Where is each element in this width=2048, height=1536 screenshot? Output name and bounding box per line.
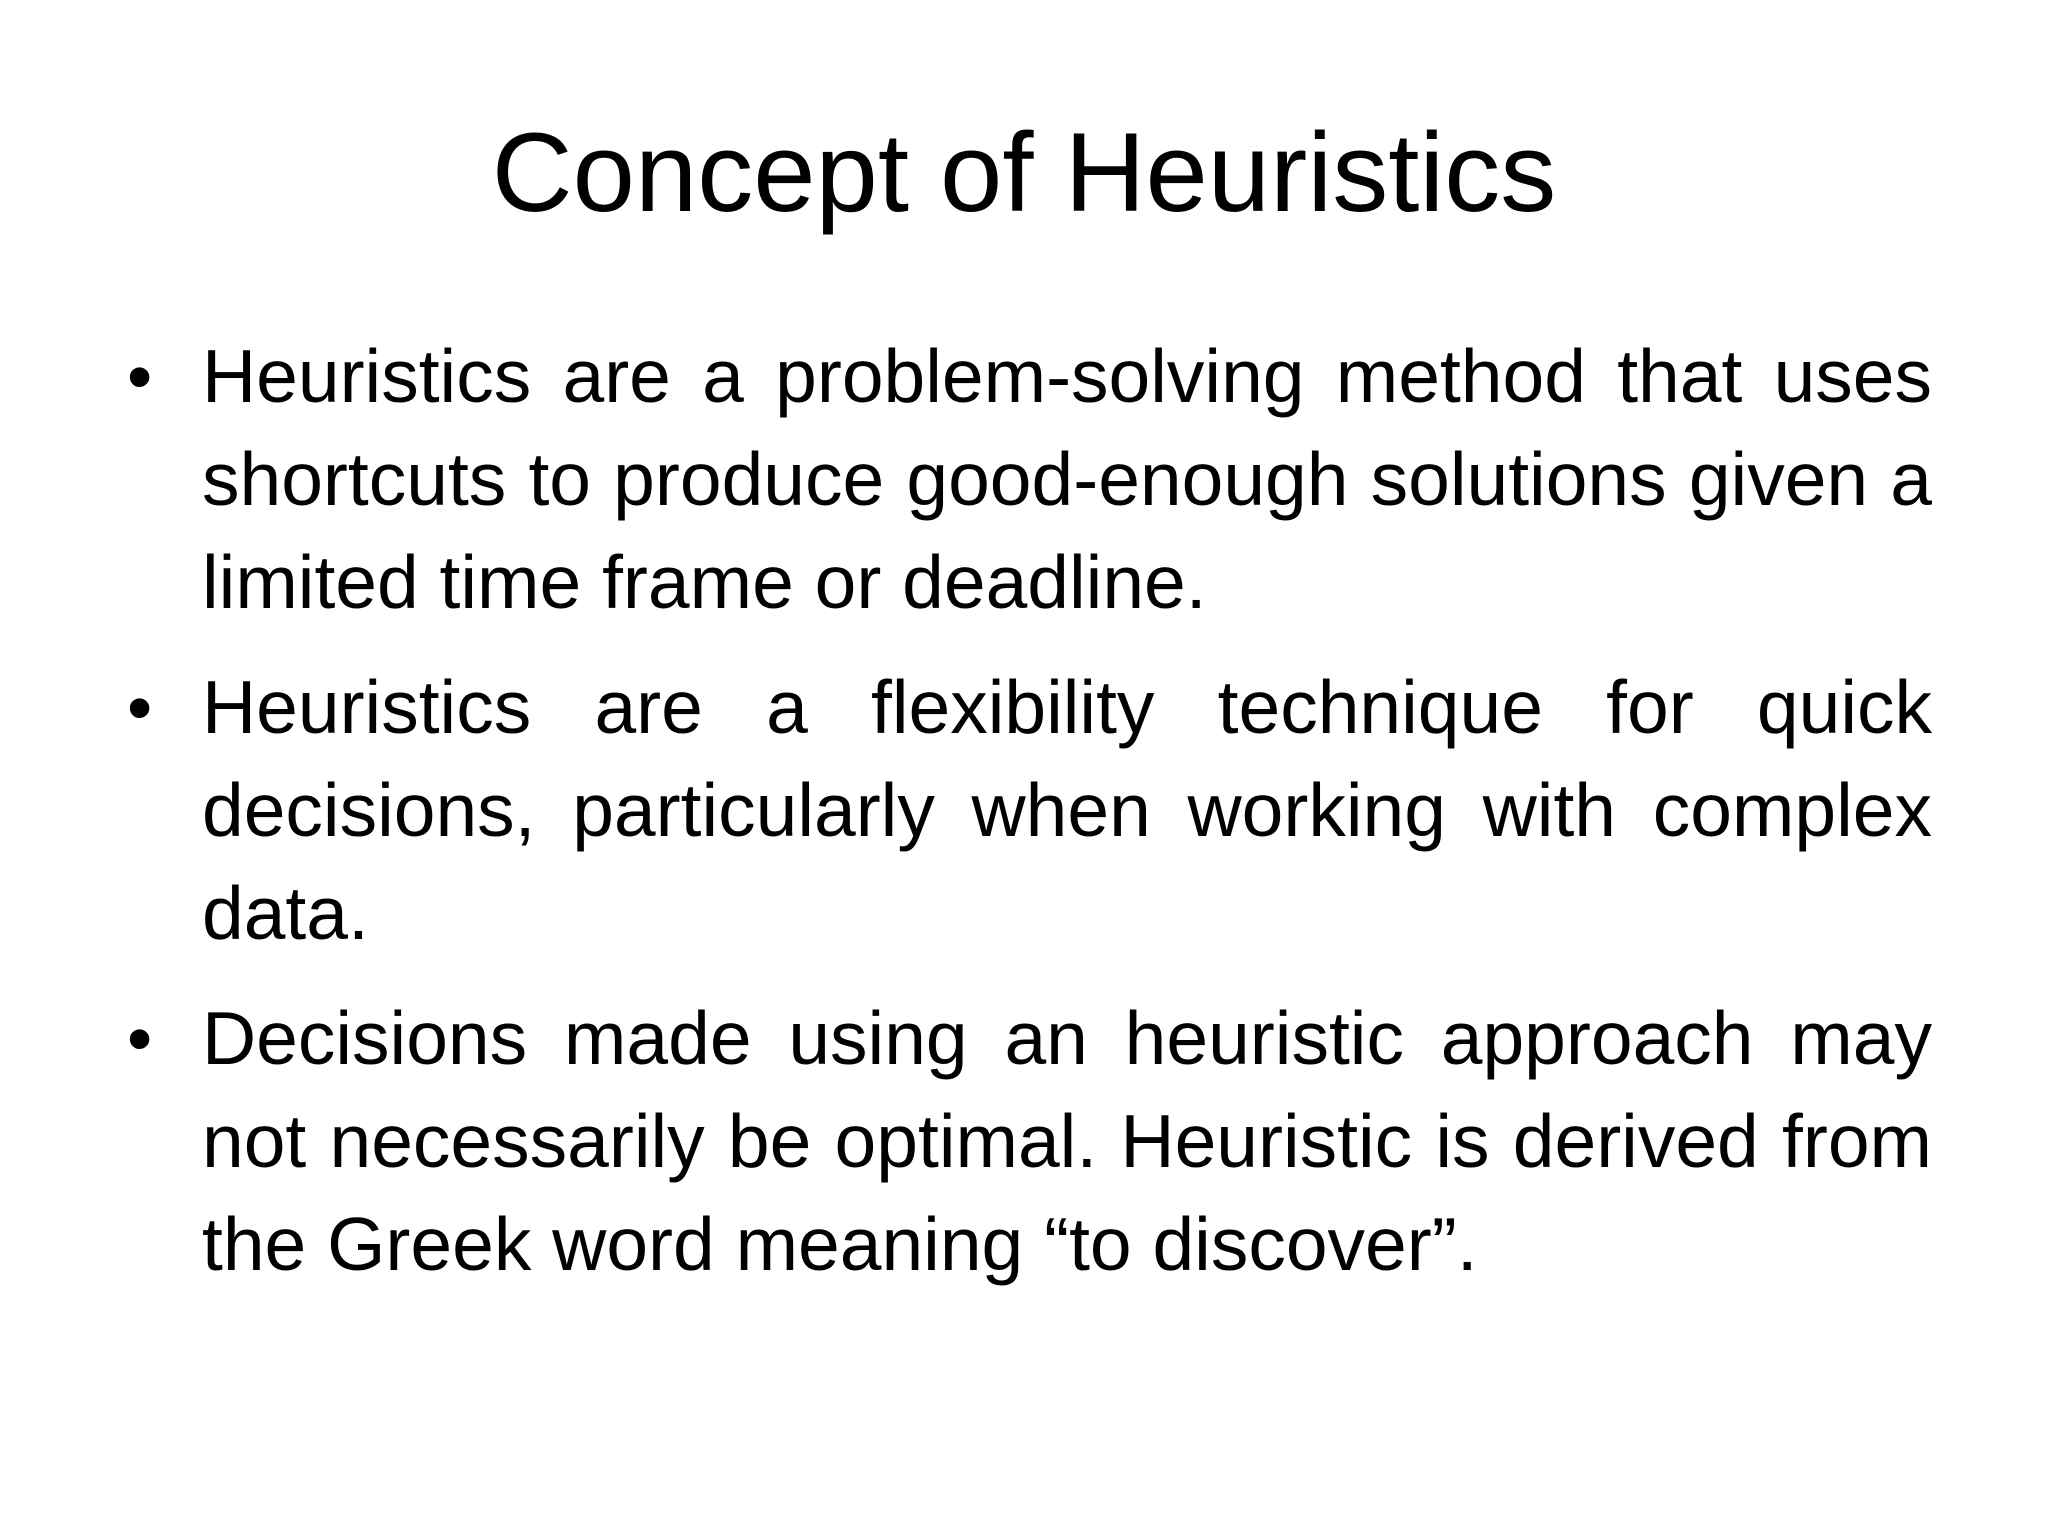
bullet-list: [125, 325, 1932, 1318]
bullet-item: [125, 987, 1932, 1296]
bullet-text: Heuristics are a problem-solving method that uses shortcuts to produce good-enough solutions given a limited time frame or deadline.: [202, 334, 1932, 624]
bullet-text: Decisions made using an heuristic approach may not necessarily be optimal. Heuristic is derived from the Greek word meaning “to discover”.: [202, 996, 1932, 1286]
bullet-marker: •: [127, 668, 153, 748]
bullet-marker: •: [127, 337, 153, 417]
bullet-text: Heuristics are a flexibility technique for quick decisions, particularly when working with complex data.: [202, 665, 1932, 955]
slide-title: Concept of Heuristics: [491, 110, 1557, 235]
bullet-item: [125, 325, 1932, 634]
bullet-marker: •: [127, 999, 153, 1079]
bullet-item: [125, 656, 1932, 965]
